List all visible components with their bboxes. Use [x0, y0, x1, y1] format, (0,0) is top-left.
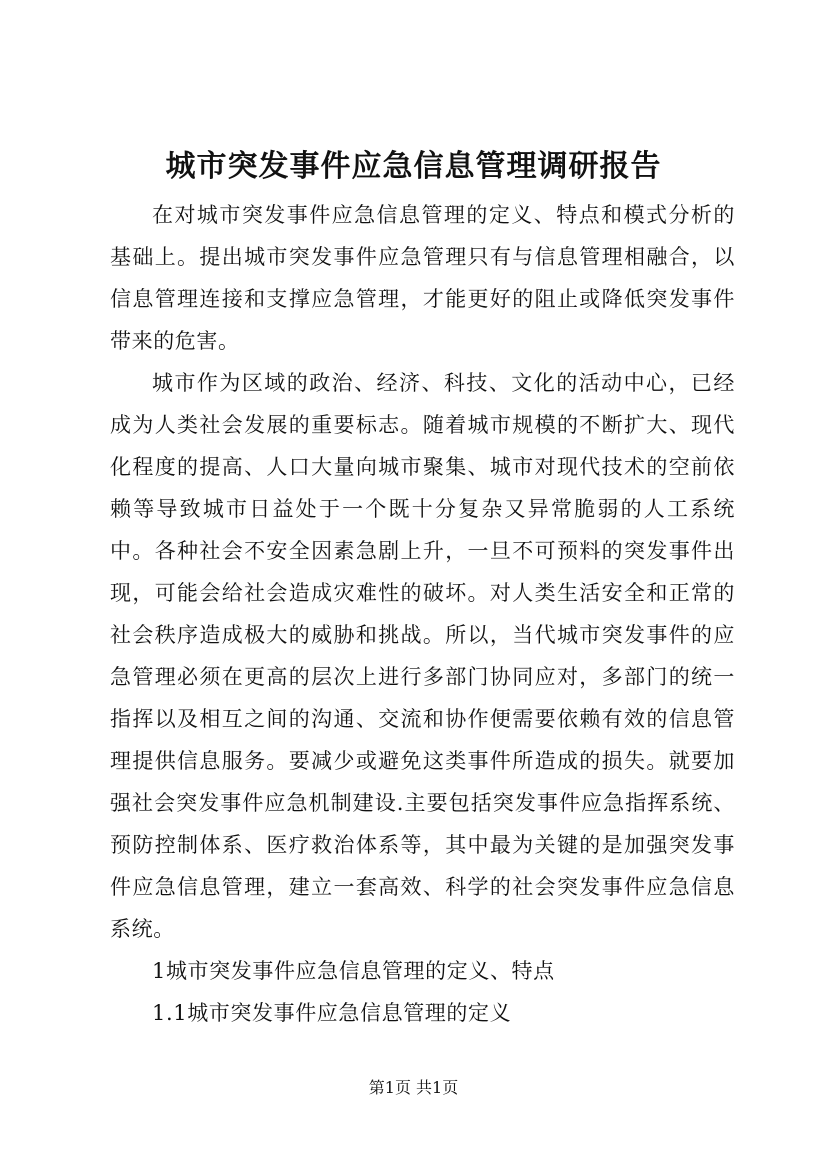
document-body [110, 194, 735, 1034]
section-heading-1: 1城市突发事件应急信息管理的定义、特点 [152, 959, 555, 983]
section-heading-1-1: 1.1城市突发事件应急信息管理的定义 [152, 1001, 512, 1025]
page-footer: 第1页 共1页 [368, 1078, 459, 1097]
document-title: 城市突发事件应急信息管理调研报告 [165, 149, 662, 184]
body-paragraph: 城市作为区域的政治、经济、科技、文化的活动中心，已经成为人类社会发展的重要标志。随着城市规模的不断扩大、现代化程度的提高、人口大量向城市聚集、城市对现代技术的空前依赖等导致城市日益处于一个既十分复杂又异常脆弱的人工系统中。各种社会不安全因素急剧上升，一旦不可预料的突发事件出现，可能会给社会造成灾难性的破坏。对人类生活安全和正常的社会秩序造成极大的威胁和挑战。所以，当代城市突发事件的应急管理必须在更高的层次上进行多部门协同应对，多部门的统一指挥以及相互之间的沟通、交流和协作便需要依赖有效的信息管理提供信息服务。要减少或避免这类事件所造成的损失。就要加强社会突发事件应急机制建设.主要包括突发事件应急指挥系统、预防控制体系、医疗救治体系等，其中最为关键的是加强突发事件应急信息管理，建立一套高效、科学的社会突发事件应急信息系统。 [110, 371, 735, 941]
intro-paragraph: 在对城市突发事件应急信息管理的定义、特点和模式分析的基础上。提出城市突发事件应急管理只有与信息管理相融合，以信息管理连接和支撑应急管理，才能更好的阻止或降低突发事件带来的危害。 [110, 203, 735, 353]
